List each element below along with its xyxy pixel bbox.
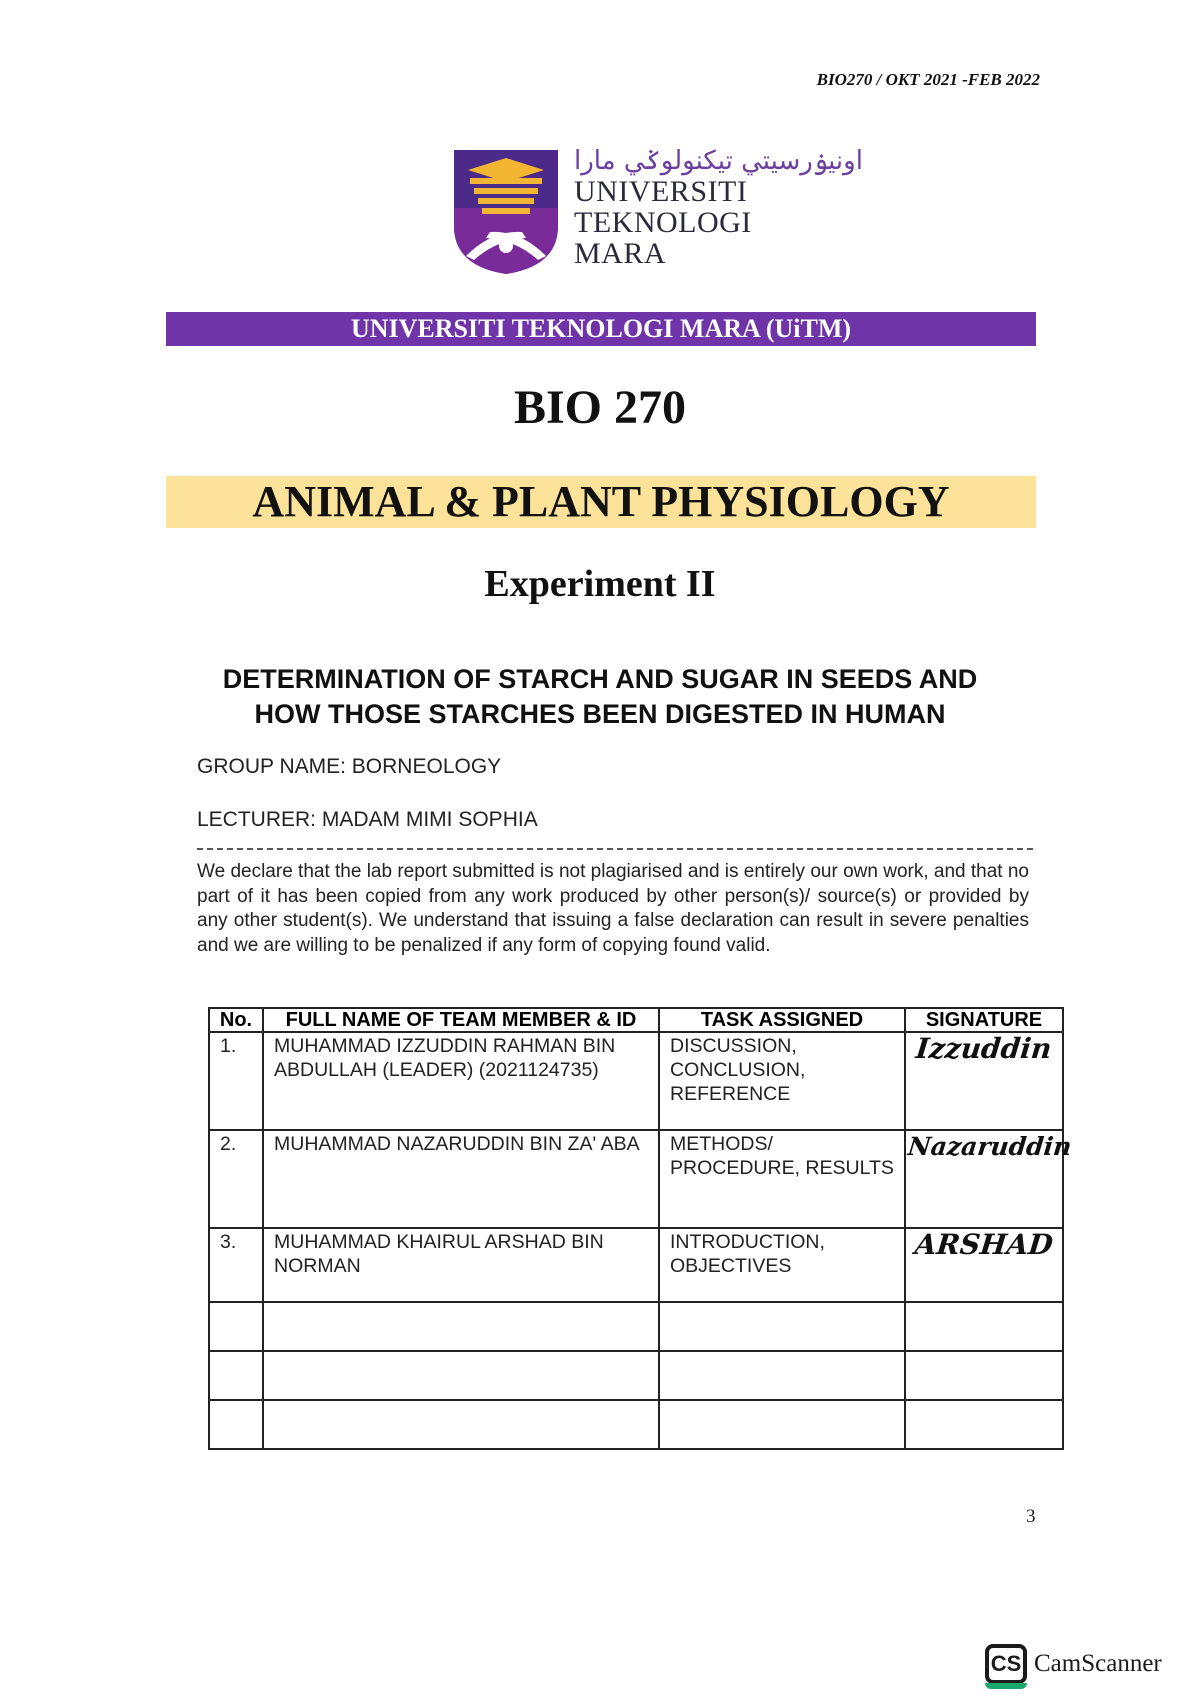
signature-izzuddin: Izzuddin (914, 1032, 1054, 1065)
row-signature-cell (905, 1130, 1074, 1228)
dashed-divider (197, 848, 1033, 850)
course-name-banner: ANIMAL & PLANT PHYSIOLOGY (166, 476, 1036, 528)
table-row (209, 1032, 1063, 1130)
header-full-name: FULL NAME OF TEAM MEMBER & ID (263, 1008, 659, 1032)
experiment-title-line-2: HOW THOSE STARCHES BEEN DIGESTED IN HUMAN (254, 699, 946, 729)
empty-cell (209, 1302, 263, 1351)
camscanner-logo-icon: CS (985, 1644, 1027, 1684)
empty-cell (263, 1400, 659, 1449)
row-task: DISCUSSION, CONCLUSION, REFERENCE (659, 1032, 905, 1130)
logo-line-teknologi: TEKNOLOGI (574, 206, 752, 239)
logo-wordmark (574, 146, 863, 269)
experiment-title-line-1: DETERMINATION OF STARCH AND SUGAR IN SEEDS AND (222, 664, 978, 694)
logo-line-mara: MARA (574, 237, 667, 270)
row-task: INTRODUCTION, OBJECTIVES (659, 1228, 905, 1302)
signature-arshad: ARSHAD (913, 1228, 1055, 1261)
empty-cell (659, 1351, 905, 1400)
uitm-logo-icon (452, 148, 560, 276)
empty-cell (263, 1302, 659, 1351)
empty-cell (659, 1400, 905, 1449)
group-name: GROUP NAME: BORNEOLOGY (197, 755, 502, 778)
row-signature-cell (905, 1032, 1063, 1130)
header-course-term: BIO270 / OKT 2021 -FEB 2022 (816, 70, 1040, 89)
empty-cell (209, 1400, 263, 1449)
university-banner: UNIVERSITI TEKNOLOGI MARA (UiTM) (166, 312, 1036, 346)
signature-nazaruddin: Nazaruddin (906, 1132, 1074, 1161)
table-row (209, 1228, 1063, 1302)
row-no: 2. (209, 1130, 263, 1228)
row-signature-cell (905, 1228, 1063, 1302)
header-task-assigned: TASK ASSIGNED (659, 1008, 905, 1032)
experiment-title (150, 662, 1050, 732)
empty-cell (659, 1302, 905, 1351)
empty-cell (263, 1351, 659, 1400)
page-number: 3 (1026, 1506, 1036, 1527)
course-code: BIO 270 (513, 381, 687, 434)
empty-cell (905, 1302, 1063, 1351)
row-no: 3. (209, 1228, 263, 1302)
row-member-name: MUHAMMAD NAZARUDDIN BIN ZA' ABA (263, 1130, 659, 1228)
header-no: No. (209, 1008, 263, 1032)
row-task: METHODS/ PROCEDURE, RESULTS (659, 1130, 905, 1228)
logo-arabic-name: اونيۏرسيتي تيكنولوݢي مارا (574, 146, 863, 176)
declaration-text: We declare that the lab report submitted is not plagiarised and is entirely our own work, and that no part of it has been copied from any work produced by other person(s)/ source(s) or provided by any other student(s). We understand that issuing a false declaration can result in severe penalties and we are willing to be penalized if any form of copying found valid. (197, 861, 1029, 956)
camscanner-logo-accent (985, 1683, 1027, 1689)
row-member-name: MUHAMMAD KHAIRUL ARSHAD BIN NORMAN (263, 1228, 659, 1302)
table-header-row (209, 1008, 1063, 1032)
logo-line-universiti: UNIVERSITI (574, 175, 748, 208)
lecturer-name: LECTURER: MADAM MIMI SOPHIA (197, 808, 538, 831)
header-signature: SIGNATURE (905, 1008, 1063, 1032)
table-row-empty (209, 1351, 1063, 1400)
row-member-name: MUHAMMAD IZZUDDIN RAHMAN BIN ABDULLAH (LEADER) (2021124735) (263, 1032, 659, 1130)
empty-cell (209, 1351, 263, 1400)
experiment-heading: Experiment II (484, 563, 716, 605)
table-row (209, 1130, 1063, 1228)
camscanner-label: CamScanner (1034, 1650, 1162, 1677)
table-row-empty (209, 1302, 1063, 1351)
empty-cell (905, 1351, 1063, 1400)
table-row-empty (209, 1400, 1063, 1449)
row-no: 1. (209, 1032, 263, 1130)
empty-cell (905, 1400, 1063, 1449)
team-members-table (208, 1007, 1074, 1450)
